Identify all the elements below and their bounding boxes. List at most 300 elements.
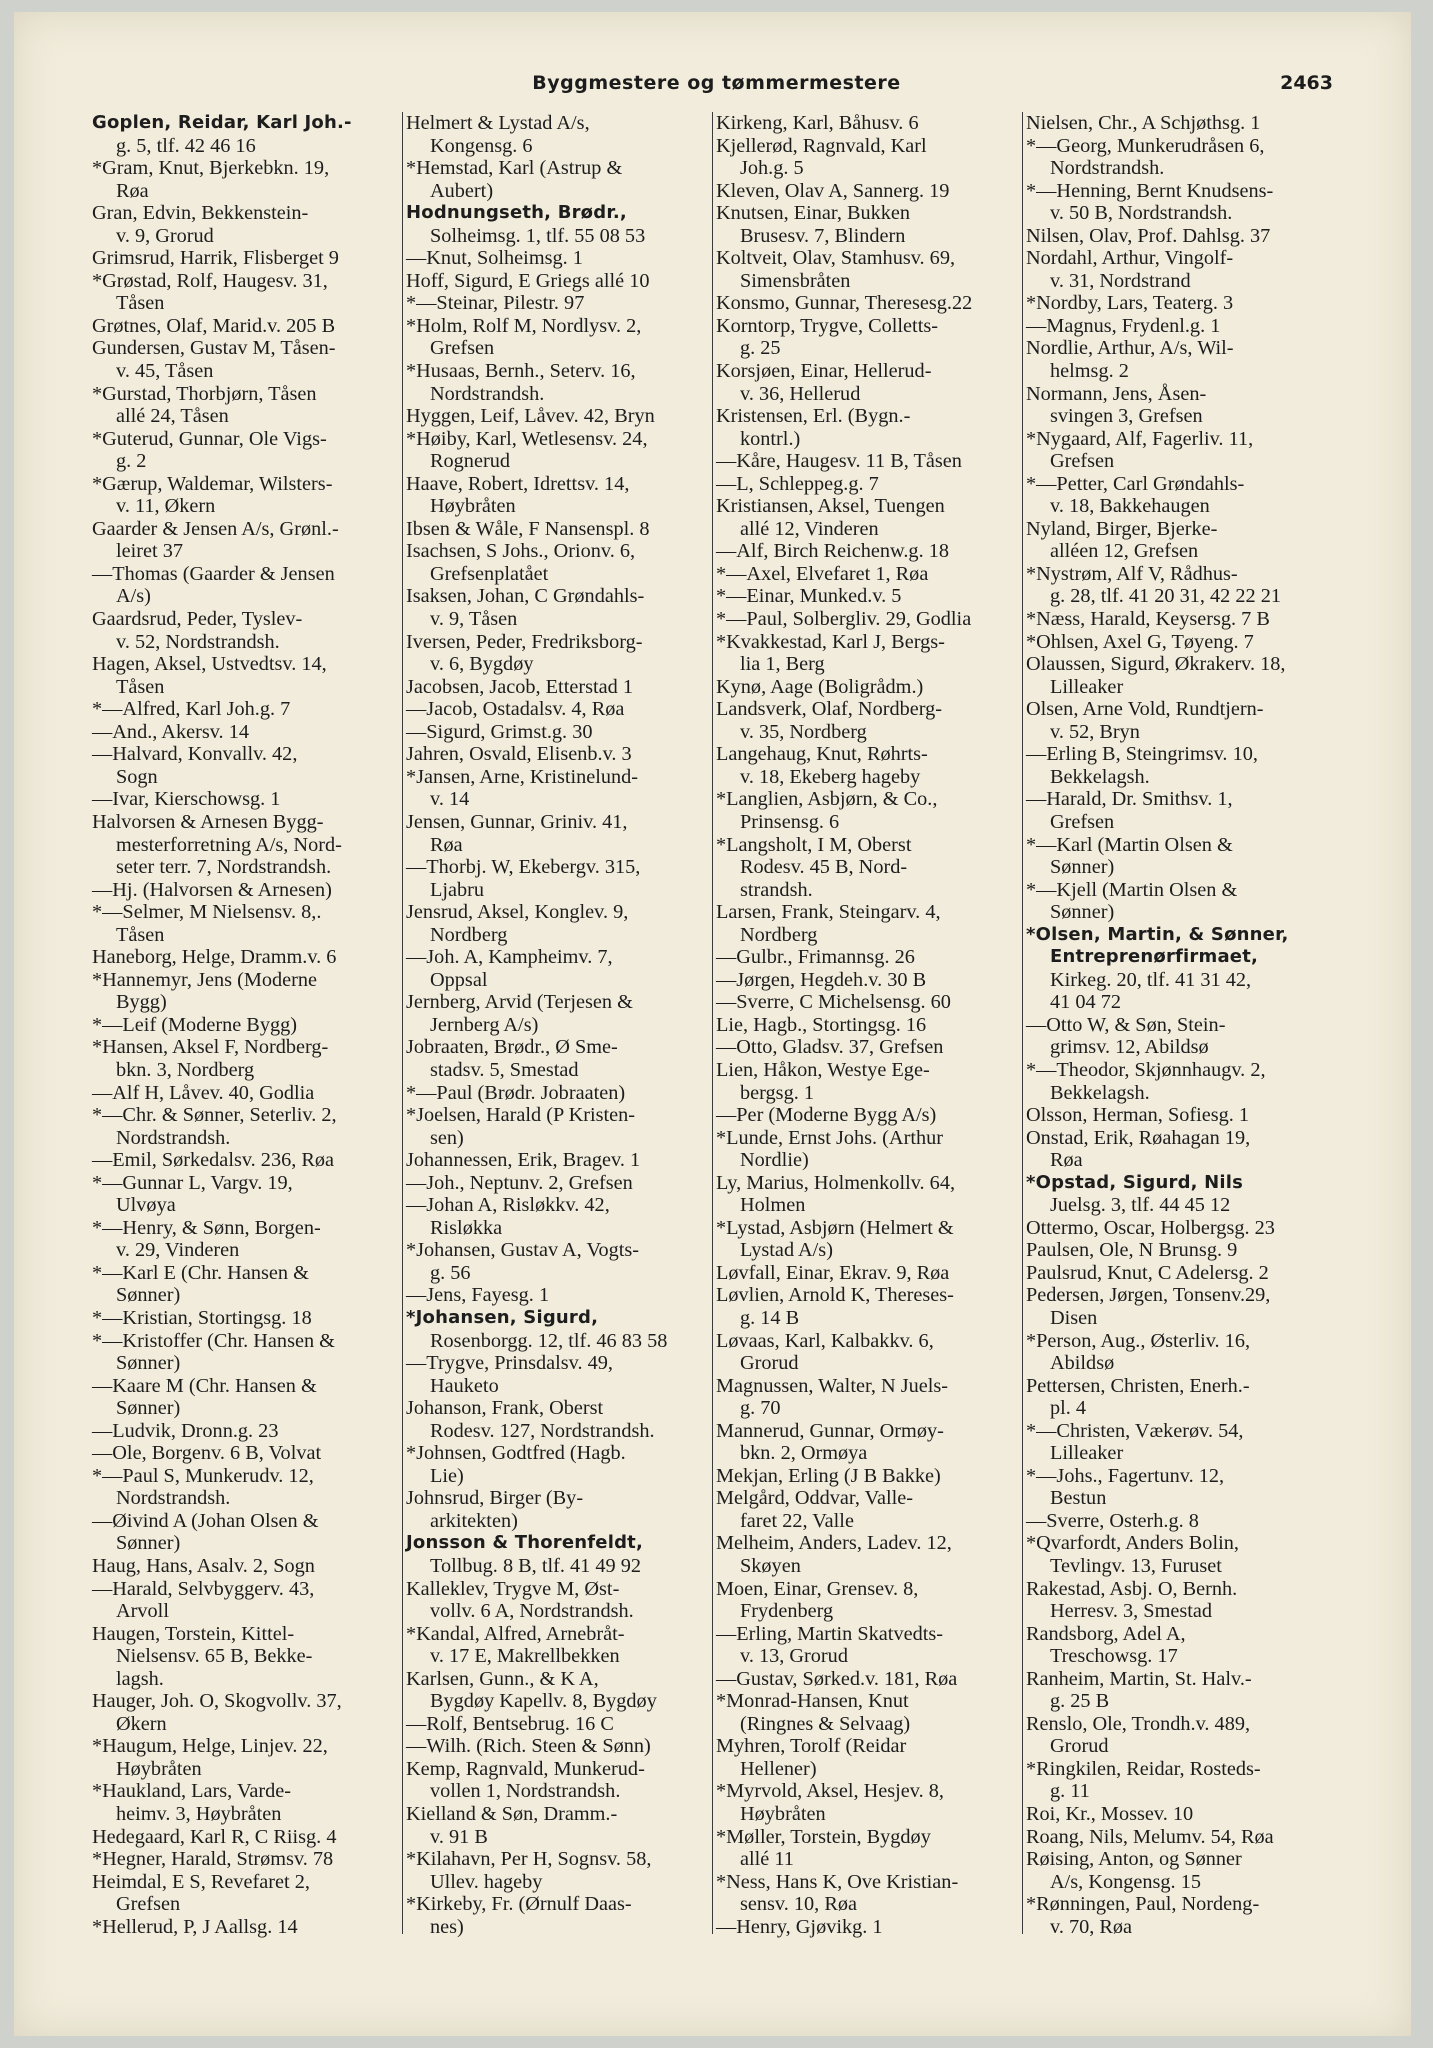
listing-line: Melgård, Oddvar, Valle- <box>716 1487 914 1510</box>
listing-line: Mannerud, Gunnar, Ormøy- <box>716 1419 944 1442</box>
listing-line: Olaussen, Sigurd, Økrakerv. 18, <box>1026 653 1286 676</box>
listing-line: —Ludvik, Dronn.g. 23 <box>92 1419 279 1442</box>
listing-line: Nordberg <box>430 923 508 946</box>
listing-line: Nordstrandsh. <box>116 1487 231 1510</box>
listing-line: Sønner) <box>116 1352 181 1375</box>
listing-line: Løvaas, Karl, Kalbakkv. 6, <box>716 1329 934 1352</box>
listing-line: *Kandal, Alfred, Arnebråt- <box>406 1622 625 1645</box>
listing-line: —Joh. A, Kampheimv. 7, <box>406 946 613 969</box>
listing-line: g. 14 B <box>740 1306 800 1329</box>
listing-line: —Ivar, Kierschowsg. 1 <box>92 788 281 811</box>
listing-line: Grorud <box>740 1352 799 1375</box>
listing-line: Nordlie) <box>740 1149 809 1172</box>
listing-line: —Henry, Gjøvikg. 1 <box>716 1915 883 1938</box>
listing-line: Korntorp, Trygve, Colletts- <box>716 314 938 337</box>
listing-line: Roang, Nils, Melumv. 54, Røa <box>1026 1825 1274 1848</box>
listing-line: Paulsen, Ole, N Brunsg. 9 <box>1026 1239 1238 1262</box>
listing-line: Helmert & Lystad A/s, <box>406 112 590 134</box>
listing-line: kontrl.) <box>740 427 801 450</box>
listing-line: *—Christen, Vækerøv. 54, <box>1026 1419 1244 1442</box>
listing-line: —Sverre, Osterh.g. 8 <box>1026 1509 1199 1532</box>
listing-line: Kemp, Ragnvald, Munkerud- <box>406 1757 645 1780</box>
listing-line: Hyggen, Leif, Låvev. 42, Bryn <box>406 405 655 428</box>
listing-line: —Joh., Neptunv. 2, Grefsen <box>406 1171 633 1194</box>
listing-line: Kynø, Aage (Boligrådm.) <box>716 675 924 698</box>
listing-line: *Holm, Rolf M, Nordlysv. 2, <box>406 314 642 337</box>
listing-line: v. 91 B <box>430 1825 488 1848</box>
listing-line: *—Theodor, Skjønnhaugv. 2, <box>1026 1058 1266 1081</box>
listing-line: *Ohlsen, Axel G, Tøyeng. 7 <box>1026 630 1254 653</box>
listing-line: heimv. 3, Høybråten <box>116 1803 282 1826</box>
listing-line: Kielland & Søn, Dramm.- <box>406 1803 618 1826</box>
listing-line: Tollbug. 8 B, tlf. 41 49 92 <box>430 1555 641 1577</box>
listing-line: Sønner) <box>116 1397 181 1420</box>
listing-line: *—Johs., Fagertunv. 12, <box>1026 1464 1225 1487</box>
listing-line: Korsjøen, Einar, Hellerud- <box>716 360 932 383</box>
listing-line: lia 1, Berg <box>740 653 825 676</box>
listing-line: A/s, Kongensg. 15 <box>1050 1870 1201 1893</box>
listing-line: Ulvøya <box>116 1194 176 1217</box>
listing-line: Abildsø <box>1050 1352 1115 1375</box>
listing-line: Olsen, Arne Vold, Rundtjern- <box>1026 698 1264 721</box>
listing-line: Holmen <box>740 1194 806 1217</box>
listing-line: Hodnungseth, Brødr., <box>406 202 627 224</box>
listing-line: *Gram, Knut, Bjerkebkn. 19, <box>92 157 330 180</box>
listing-line: v. 9, Grorud <box>116 224 214 247</box>
listing-line: *Myrvold, Aksel, Hesjev. 8, <box>716 1780 944 1803</box>
listing-line: Ullev. hageby <box>430 1870 543 1893</box>
listing-line: *Kvakkestad, Karl J, Bergs- <box>716 630 945 653</box>
listing-line: —Sigurd, Grimst.g. 30 <box>406 720 593 743</box>
listing-line: Nordstrandsh. <box>116 1126 231 1149</box>
listing-line: g. 25 B <box>1050 1690 1110 1713</box>
listing-line: Høybråten <box>430 495 516 518</box>
listing-line: *Ringkilen, Reidar, Rosteds- <box>1026 1757 1261 1780</box>
listing-line: bkn. 3, Nordberg <box>116 1058 255 1081</box>
listing-line: —Hj. (Halvorsen & Arnesen) <box>92 878 332 901</box>
listing-line: *Gurstad, Thorbjørn, Tåsen <box>92 382 317 405</box>
listing-line: Grefsenplatået <box>430 562 549 585</box>
listing-line: *Høiby, Karl, Wetlesensv. 24, <box>406 427 648 450</box>
listing-line: *Monrad-Hansen, Knut <box>716 1690 909 1713</box>
listing-line: *—Karl (Martin Olsen & <box>1026 833 1233 856</box>
listing-line: Roi, Kr., Mossev. 10 <box>1026 1803 1194 1826</box>
listing-line: *Nystrøm, Alf V, Rådhus- <box>1026 562 1238 585</box>
listing-line: v. 52, Bryn <box>1050 720 1140 743</box>
listing-line: Aubert) <box>430 179 494 202</box>
listing-line: —Gustav, Sørked.v. 181, Røa <box>716 1667 958 1690</box>
listing-line: vollv. 6 A, Nordstrandsh. <box>430 1600 634 1623</box>
listing-line: *Johnsen, Godtfred (Hagb. <box>406 1442 626 1465</box>
listing-line: *—Alfred, Karl Joh.g. 7 <box>92 698 291 721</box>
listing-line: Nordstrandsh. <box>430 382 545 405</box>
listing-line: *—Selmer, M Nielsensv. 8,. <box>92 901 322 924</box>
listing-line: Grefsen <box>430 337 495 360</box>
listing-line: —Otto W, & Søn, Stein- <box>1026 1013 1226 1036</box>
listing-line: bkn. 2, Ormøya <box>740 1442 868 1465</box>
listing-line: sen) <box>430 1126 464 1149</box>
listing-line: Johannessen, Erik, Bragev. 1 <box>406 1149 641 1172</box>
listing-line: Grefsen <box>1050 810 1115 833</box>
listing-line: *—Kristoffer (Chr. Hansen & <box>92 1329 335 1352</box>
listing-line: Ljabru <box>430 878 485 901</box>
directory-column-1 <box>92 112 398 1938</box>
listing-line: Nordstrandsh. <box>1050 157 1165 180</box>
listing-line: Sønner) <box>1050 901 1115 924</box>
listing-line: *Grøstad, Rolf, Haugesv. 31, <box>92 269 328 292</box>
listing-line: Joh.g. 5 <box>740 157 804 180</box>
listing-line: —Erling B, Steingrimsv. 10, <box>1026 743 1258 766</box>
listing-line: Kristiansen, Aksel, Tuengen <box>716 495 945 518</box>
listing-line: Nielsen, Chr., A Schjøthsg. 1 <box>1026 112 1261 134</box>
listing-line: —Ole, Borgenv. 6 B, Volvat <box>92 1442 322 1465</box>
listing-line: Bekkelagsh. <box>1050 765 1150 788</box>
listing-line: lagsh. <box>116 1667 164 1690</box>
listing-line: Lystad A/s) <box>740 1239 833 1262</box>
listing-line: —Johan A, Risløkkv. 42, <box>406 1194 610 1217</box>
listing-line: *Husaas, Bernh., Seterv. 16, <box>406 360 636 383</box>
listing-line: Røising, Anton, og Sønner <box>1026 1848 1242 1871</box>
listing-line: —Halvard, Konvallv. 42, <box>92 743 298 766</box>
listing-line: Oppsal <box>430 968 488 991</box>
listing-line: *—Petter, Carl Grøndahls- <box>1026 472 1245 495</box>
listing-line: —Jens, Fayesg. 1 <box>406 1284 550 1307</box>
listing-line: *Haukland, Lars, Varde- <box>92 1780 291 1803</box>
listing-line: Lien, Håkon, Westye Ege- <box>716 1058 930 1081</box>
listing-line: Grimsrud, Harrik, Flisberget 9 <box>92 247 339 270</box>
listing-line: *—Paul S, Munkerudv. 12, <box>92 1464 314 1487</box>
listing-line: Mekjan, Erling (J B Bakke) <box>716 1464 941 1487</box>
listing-line: Lilleaker <box>1050 675 1124 698</box>
listing-line: Kjellerød, Ragnvald, Karl <box>716 134 927 157</box>
listing-line: —Sverre, C Michelsensg. 60 <box>716 991 951 1014</box>
listing-line: Høybråten <box>116 1757 202 1780</box>
listing-line: Johnsrud, Birger (By- <box>406 1487 584 1510</box>
listing-line: v. 9, Tåsen <box>430 608 518 631</box>
listing-line: v. 18, Ekeberg hageby <box>740 765 921 788</box>
listing-line: Koltveit, Olav, Stamhusv. 69, <box>716 247 956 270</box>
listing-line: Disen <box>1050 1306 1098 1329</box>
listing-line: *—Einar, Munked.v. 5 <box>716 585 902 608</box>
listing-line: Løvfall, Einar, Ekrav. 9, Røa <box>716 1261 950 1284</box>
listing-line: *Haugum, Helge, Linjev. 22, <box>92 1735 328 1758</box>
listing-line: Nilsen, Olav, Prof. Dahlsg. 37 <box>1026 224 1271 247</box>
listing-line: *Gærup, Waldemar, Wilsters- <box>92 472 333 495</box>
listing-line: —Wilh. (Rich. Steen & Sønn) <box>406 1735 651 1758</box>
listing-line: —Magnus, Frydenl.g. 1 <box>1026 314 1221 337</box>
listing-line: *Kirkeby, Fr. (Ørnulf Daas- <box>406 1893 632 1916</box>
listing-line: *—Chr. & Sønner, Seterliv. 2, <box>92 1104 337 1127</box>
listing-line: *—Paul, Solbergliv. 29, Godlia <box>716 608 972 631</box>
listing-line: —Knut, Solheimsg. 1 <box>406 247 583 270</box>
listing-line: grimsv. 12, Abildsø <box>1050 1036 1209 1059</box>
listing-line: v. 11, Økern <box>116 495 216 518</box>
listing-line: *Næss, Harald, Keysersg. 7 B <box>1026 608 1270 631</box>
listing-line: v. 45, Tåsen <box>116 360 214 383</box>
listing-line: Løvlien, Arnold K, Thereses- <box>716 1284 954 1307</box>
listing-line: Hauger, Joh. O, Skogvollv. 37, <box>92 1690 342 1713</box>
listing-line: —Thomas (Gaarder & Jensen <box>92 562 335 585</box>
listing-line: vollen 1, Nordstrandsh. <box>430 1780 621 1803</box>
listing-line: *Kilahavn, Per H, Sognsv. 58, <box>406 1848 652 1871</box>
listing-line: g. 28, tlf. 41 20 31, 42 22 21 <box>1050 585 1281 608</box>
listing-line: *Guterud, Gunnar, Ole Vigs- <box>92 427 327 450</box>
listing-line: Nordberg <box>740 923 818 946</box>
listing-line: Haugen, Torstein, Kittel- <box>92 1622 295 1645</box>
listing-line: —Otto, Gladsv. 37, Grefsen <box>716 1036 944 1059</box>
listing-line: Tåsen <box>116 292 165 315</box>
listing-line: v. 50 B, Nordstrandsh. <box>1050 202 1233 225</box>
listing-line: —Erling, Martin Skatvedts- <box>716 1622 944 1645</box>
listing-line: leiret 37 <box>116 540 184 563</box>
listing-line: Treschowsg. 17 <box>1050 1645 1178 1668</box>
listing-line: —Gulbr., Frimannsg. 26 <box>716 946 915 969</box>
listing-line: *—Paul (Brødr. Jobraaten) <box>406 1081 626 1104</box>
listing-line: —Harald, Selvbyggerv. 43, <box>92 1577 315 1600</box>
directory-column-2 <box>406 112 712 1938</box>
listing-line: svingen 3, Grefsen <box>1050 405 1203 428</box>
listing-line: v. 17 E, Makrellbekken <box>430 1645 620 1668</box>
listing-line: *—Georg, Munkerudråsen 6, <box>1026 134 1265 157</box>
listing-line: v. 36, Hellerud <box>740 382 861 405</box>
listing-line: Røa <box>116 179 149 202</box>
listing-line: Tåsen <box>116 675 165 698</box>
listing-line: v. 18, Bakkehaugen <box>1050 495 1210 518</box>
listing-line: Rodesv. 127, Nordstrandsh. <box>430 1419 655 1442</box>
listing-line: alléen 12, Grefsen <box>1050 540 1199 563</box>
listing-line: v. 6, Bygdøy <box>430 653 534 676</box>
listing-line: sensv. 10, Røa <box>740 1893 857 1916</box>
listing-line: *Langsholt, I M, Oberst <box>716 833 912 856</box>
column-divider <box>712 112 713 1934</box>
listing-line: Knutsen, Einar, Bukken <box>716 202 911 225</box>
listing-line: Rodesv. 45 B, Nord- <box>740 856 908 879</box>
listing-line: *—Axel, Elvefaret 1, Røa <box>716 562 929 585</box>
listing-line: Ottermo, Oscar, Holbergsg. 23 <box>1026 1216 1275 1239</box>
listing-line: *Hemstad, Karl (Astrup & <box>406 157 623 180</box>
listing-line: 41 04 72 <box>1050 991 1121 1014</box>
listing-line: Jahren, Osvald, Elisenb.v. 3 <box>406 743 632 766</box>
listing-line: Pedersen, Jørgen, Tonsenv.29, <box>1026 1284 1271 1307</box>
listing-line: v. 70, Røa <box>1050 1915 1133 1938</box>
listing-line: *Hansen, Aksel F, Nordberg- <box>92 1036 329 1059</box>
page-number: 2463 <box>1280 72 1333 94</box>
listing-line: Karlsen, Gunn., & K A, <box>406 1667 599 1690</box>
listing-line: Lie, Hagb., Stortingsg. 16 <box>716 1013 927 1036</box>
listing-line: Kristensen, Erl. (Bygn.- <box>716 405 911 428</box>
listing-line: g. 25 <box>740 337 781 360</box>
listing-line: *Opstad, Sigurd, Nils <box>1026 1171 1244 1193</box>
listing-line: *Langlien, Asbjørn, & Co., <box>716 788 938 811</box>
listing-line: Jensrud, Aksel, Konglev. 9, <box>406 901 629 924</box>
listing-line: Entreprenørfirmaet, <box>1050 946 1259 968</box>
listing-line: Goplen, Reidar, Karl Joh.- <box>92 112 352 133</box>
listing-line: *—Leif (Moderne Bygg) <box>92 1013 298 1036</box>
listing-line: Jonsson & Thorenfeldt, <box>406 1532 644 1554</box>
listing-line: Gran, Edvin, Bekkenstein- <box>92 202 309 225</box>
listing-line: Haave, Robert, Idrettsv. 14, <box>406 472 630 495</box>
listing-line: Økern <box>116 1712 167 1735</box>
listing-line: Rakestad, Asbj. O, Bernh. <box>1026 1577 1238 1600</box>
listing-line: Magnussen, Walter, N Juels- <box>716 1374 949 1397</box>
listing-line: *Møller, Torstein, Bygdøy <box>716 1825 931 1848</box>
listing-line: Grefsen <box>116 1893 181 1916</box>
listing-line: *—Karl E (Chr. Hansen & <box>92 1261 309 1284</box>
listing-line: —Kåre, Haugesv. 11 B, Tåsen <box>716 450 962 473</box>
directory-column-3 <box>716 112 1022 1938</box>
listing-line: —Emil, Sørkedalsv. 236, Røa <box>92 1149 335 1172</box>
listing-line: Tåsen <box>116 923 165 946</box>
listing-line: Røa <box>430 833 463 856</box>
listing-line: Lie) <box>430 1464 464 1487</box>
listing-line: Jernberg A/s) <box>430 1013 539 1036</box>
listing-line: Lilleaker <box>1050 1442 1124 1465</box>
listing-line: Juelsg. 3, tlf. 44 45 12 <box>1050 1194 1231 1217</box>
listing-line: arkitekten) <box>430 1509 518 1532</box>
listing-line: —Rolf, Bentsebrug. 16 C <box>406 1712 614 1735</box>
listing-line: —Alf H, Låvev. 40, Godlia <box>92 1081 315 1104</box>
listing-line: Sønner) <box>116 1284 181 1307</box>
listing-line: —Harald, Dr. Smithsv. 1, <box>1026 788 1233 811</box>
listing-line: g. 70 <box>740 1397 781 1420</box>
listing-line: Rognerud <box>430 450 510 473</box>
listing-line: allé 12, Vinderen <box>740 517 879 540</box>
listing-line: *Lunde, Ernst Johs. (Arthur <box>716 1126 944 1149</box>
listing-line: *—Kjell (Martin Olsen & <box>1026 878 1238 901</box>
listing-line: Johanson, Frank, Oberst <box>406 1397 604 1420</box>
listing-line: Gaardsrud, Peder, Tyslev- <box>92 608 303 631</box>
listing-line: Jacobsen, Jacob, Etterstad 1 <box>406 675 633 698</box>
listing-line: Paulsrud, Knut, C Adelersg. 2 <box>1026 1261 1269 1284</box>
listing-line: Onstad, Erik, Røahagan 19, <box>1026 1126 1251 1149</box>
listing-line: Myhren, Torolf (Reidar <box>716 1735 907 1758</box>
listing-line: v. 29, Vinderen <box>116 1239 240 1262</box>
page-title: Byggmestere og tømmermestere <box>532 72 901 94</box>
listing-line: Konsmo, Gunnar, Theresesg.22 <box>716 292 973 315</box>
listing-line: Moen, Einar, Grensev. 8, <box>716 1577 919 1600</box>
listing-line: Jobraaten, Brødr., Ø Sme- <box>406 1036 618 1059</box>
listing-line: stadsv. 5, Smestad <box>430 1058 579 1081</box>
listing-line: —And., Akersv. 14 <box>92 720 249 743</box>
listing-line: Grefsen <box>1050 450 1115 473</box>
listing-line: Brusesv. 7, Blindern <box>740 224 906 247</box>
listing-line: Kongensg. 6 <box>430 134 533 157</box>
listing-line: Kirkeng, Karl, Båhusv. 6 <box>716 112 919 134</box>
listing-line: Langehaug, Knut, Røhrts- <box>716 743 928 766</box>
listing-line: *Johansen, Gustav A, Vogts- <box>406 1239 640 1262</box>
listing-line: Haneborg, Helge, Dramm.v. 6 <box>92 946 337 969</box>
listing-line: Hoff, Sigurd, E Griegs allé 10 <box>406 269 650 292</box>
listing-line: Bygdøy Kapellv. 8, Bygdøy <box>430 1690 657 1713</box>
listing-line: v. 14 <box>430 788 470 811</box>
listing-line: Olsson, Herman, Sofiesg. 1 <box>1026 1104 1250 1127</box>
listing-line: Nordlie, Arthur, A/s, Wil- <box>1026 337 1234 360</box>
listing-line: *Hannemyr, Jens (Moderne <box>92 968 318 991</box>
listing-line: —Kaare M (Chr. Hansen & <box>92 1374 317 1397</box>
listing-line: v. 52, Nordstrandsh. <box>116 630 280 653</box>
listing-line: g. 2 <box>116 450 147 473</box>
listing-line: —Jacob, Ostadalsv. 4, Røa <box>406 698 625 721</box>
listing-line: Hellener) <box>740 1757 817 1780</box>
listing-line: v. 31, Nordstrand <box>1050 269 1191 292</box>
listing-line: Iversen, Peder, Fredriksborg- <box>406 630 643 653</box>
listing-line: *Hellerud, P, J Aallsg. 14 <box>92 1915 298 1938</box>
listing-line: Hagen, Aksel, Ustvedtsv. 14, <box>92 653 327 676</box>
listing-line: Grøtnes, Olaf, Marid.v. 205 B <box>92 314 336 337</box>
listing-line: seter terr. 7, Nordstrandsh. <box>116 856 332 879</box>
listing-line: nes) <box>430 1915 464 1938</box>
listing-line: *Rønningen, Paul, Nordeng- <box>1026 1893 1260 1916</box>
listing-line: Bekkelagsh. <box>1050 1081 1150 1104</box>
listing-line: Haug, Hans, Asalv. 2, Sogn <box>92 1555 315 1577</box>
listing-line: *Hegner, Harald, Strømsv. 78 <box>92 1848 334 1871</box>
listing-line: Gaarder & Jensen A/s, Grønl.- <box>92 517 339 540</box>
listing-line: —Øivind A (Johan Olsen & <box>92 1509 319 1532</box>
listing-line: —Per (Moderne Bygg A/s) <box>716 1104 937 1127</box>
listing-line: Jensen, Gunnar, Griniv. 41, <box>406 810 628 833</box>
listing-line: Simensbråten <box>740 269 851 292</box>
listing-line: Randsborg, Adel A, <box>1026 1622 1186 1645</box>
listing-line: Nielsensv. 65 B, Bekke- <box>116 1645 313 1668</box>
listing-line: helmsg. 2 <box>1050 360 1129 383</box>
listing-line: Jernberg, Arvid (Terjesen & <box>406 991 633 1014</box>
listing-line: Frydenberg <box>740 1600 834 1623</box>
listing-line: *—Steinar, Pilestr. 97 <box>406 292 585 315</box>
listing-line: Isachsen, S Johs., Orionv. 6, <box>406 540 636 563</box>
listing-line: —Trygve, Prinsdalsv. 49, <box>406 1352 613 1375</box>
listing-line: Ibsen & Wåle, F Nansenspl. 8 <box>406 517 650 540</box>
listing-line: Gundersen, Gustav M, Tåsen- <box>92 337 336 360</box>
listing-line: Heimdal, E S, Revefaret 2, <box>92 1870 310 1893</box>
column-divider <box>1022 112 1023 1934</box>
listing-line: Hedegaard, Karl R, C Riisg. 4 <box>92 1825 337 1848</box>
listing-line: Tevlingv. 13, Furuset <box>1050 1555 1222 1577</box>
listing-line: Pettersen, Christen, Enerh.- <box>1026 1374 1250 1397</box>
listing-line: *Jansen, Arne, Kristinelund- <box>406 765 639 788</box>
directory-column-4 <box>1026 112 1338 1938</box>
listing-line: Sønner) <box>1050 856 1115 879</box>
listing-line: Landsverk, Olaf, Nordberg- <box>716 698 943 721</box>
listing-line: Grorud <box>1050 1735 1109 1758</box>
listing-line: Ly, Marius, Holmenkollv. 64, <box>716 1171 956 1194</box>
listing-line: Ranheim, Martin, St. Halv.- <box>1026 1667 1252 1690</box>
listing-line: Sønner) <box>116 1532 181 1555</box>
listing-line: pl. 4 <box>1050 1397 1087 1420</box>
listing-line: g. 11 <box>1050 1780 1090 1803</box>
listing-line: Sogn <box>116 765 158 788</box>
listing-line: Solheimsg. 1, tlf. 55 08 53 <box>430 224 646 247</box>
listing-line: Nordahl, Arthur, Vingolf- <box>1026 247 1234 270</box>
listing-line: Arvoll <box>116 1600 169 1623</box>
listing-line: *Qvarfordt, Anders Bolin, <box>1026 1532 1239 1555</box>
listing-line: Normann, Jens, Åsen- <box>1026 382 1207 405</box>
listing-line: *Lystad, Asbjørn (Helmert & <box>716 1216 954 1239</box>
listing-line: —L, Schleppeg.g. 7 <box>716 472 879 495</box>
listing-line: Larsen, Frank, Steingarv. 4, <box>716 901 941 924</box>
listing-line: *—Henning, Bernt Knudsens- <box>1026 179 1274 202</box>
listing-line: —Alf, Birch Reichenw.g. 18 <box>716 540 949 563</box>
listing-line: A/s) <box>116 585 151 608</box>
listing-line: g. 56 <box>430 1261 471 1284</box>
listing-line: Herresv. 3, Smestad <box>1050 1600 1213 1623</box>
listing-line: Rosenborgg. 12, tlf. 46 83 58 <box>430 1329 668 1352</box>
listing-line: *Person, Aug., Østerliv. 16, <box>1026 1329 1251 1352</box>
listing-line: Bestun <box>1050 1487 1107 1510</box>
listing-line: Prinsensg. 6 <box>740 810 840 833</box>
listing-line: v. 35, Nordberg <box>740 720 867 743</box>
listing-line: Høybråten <box>740 1803 826 1826</box>
listing-line: Isaksen, Johan, C Grøndahls- <box>406 585 645 608</box>
